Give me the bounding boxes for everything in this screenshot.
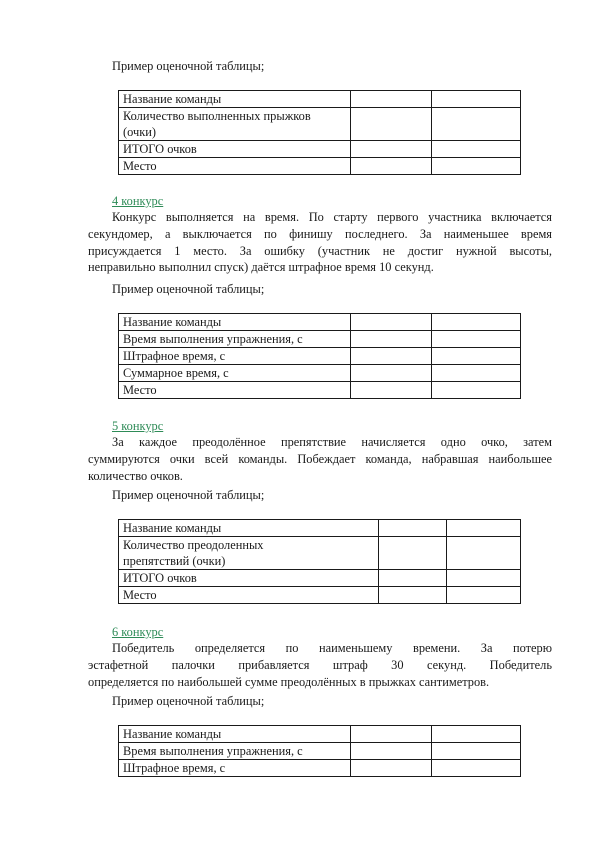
example-table-label: Пример оценочной таблицы; [112,488,265,502]
text-line: Конкурс выполняется на время. По старту первого участника включается [112,210,552,224]
table-cell-empty [379,520,447,537]
text-line: присуждается 1 место. За ошибку (участник не достиг нужной высоты, [88,243,552,258]
table-row [119,365,521,382]
table-row [119,570,521,587]
table-cell-empty [379,587,447,604]
score-table-6 [118,725,521,777]
table-cell-label: Время выполнения упражнения, с [119,331,351,348]
table-cell-empty [446,587,520,604]
table-row [119,91,521,108]
table-cell-empty [446,570,520,587]
table-cell-empty [432,382,521,399]
table-cell-label: Штрафное время, с [119,348,351,365]
table-row [119,520,521,537]
table-cell-label: Название команды [119,520,379,537]
table-cell-label: Место [119,382,351,399]
table-cell-empty [351,314,432,331]
contest-6-heading[interactable]: 6 конкурс [112,625,164,639]
table-row [119,348,521,365]
score-table-4 [118,313,521,399]
table-row [119,158,521,175]
table-cell-empty [379,570,447,587]
table-cell-empty [432,108,521,141]
table-cell-label: Суммарное время, с [119,365,351,382]
table-cell-empty [432,726,521,743]
text-line: эстафетной палочки прибавляется штраф 30 секунд. Победитель [88,657,552,672]
table-cell-empty [351,382,432,399]
contest-5-heading[interactable]: 5 конкурс [112,419,164,433]
table-cell-label: Название команды [119,91,351,108]
table-row [119,760,521,777]
table-row [119,141,521,158]
table-cell-empty [351,108,432,141]
table-cell-empty [351,365,432,382]
table-cell-label: Время выполнения упражнения, с [119,743,351,760]
table-cell-empty [351,331,432,348]
table-row [119,108,521,141]
table-row [119,382,521,399]
table-cell-label: ИТОГО очков [119,141,351,158]
text-line: определяется по наибольшей сумме преодолённых в прыжках сантиметров. [88,674,490,689]
text-line: суммируются очки всей команды. Побеждает команда, набравшая наибольшее [88,451,552,466]
text-line: секундомер, а выключается по финишу последнего. За наименьшее время [88,226,552,241]
table-cell-empty [446,520,520,537]
text-line: Победитель определяется по наименьшему времени. За потерю [112,641,552,655]
table-row [119,537,521,570]
table-cell-empty [432,158,521,175]
score-table-1 [118,90,521,175]
example-table-label: Пример оценочной таблицы; [112,59,265,73]
table-cell-empty [432,760,521,777]
example-table-label: Пример оценочной таблицы; [112,282,265,296]
text-line: неправильно выполнил спуск) даётся штрафное время 10 секунд. [88,260,434,275]
table-cell-empty [446,537,520,570]
table-cell-empty [432,743,521,760]
table-row [119,743,521,760]
table-row [119,314,521,331]
contest-6-description [88,640,552,690]
text-line: За каждое преодолённое препятствие начисляется одно очко, затем [112,435,552,449]
table-cell-label: Количество преодоленных препятствий (очки) [119,537,379,570]
table-row [119,726,521,743]
table-row [119,587,521,604]
table-cell-empty [432,348,521,365]
table-cell-label: Штрафное время, с [119,760,351,777]
table-cell-empty [351,760,432,777]
table-cell-empty [351,91,432,108]
table-cell-label: Название команды [119,314,351,331]
table-cell-empty [351,141,432,158]
table-cell-empty [351,743,432,760]
table-cell-empty [432,365,521,382]
score-table-5 [118,519,521,604]
table-cell-label: Место [119,587,379,604]
example-table-label: Пример оценочной таблицы; [112,694,265,708]
table-row [119,331,521,348]
table-cell-label: Название команды [119,726,351,743]
table-cell-empty [432,141,521,158]
table-cell-label: Количество выполненных прыжков (очки) [119,108,351,141]
table-cell-label: ИТОГО очков [119,570,379,587]
text-line: количество очков. [88,468,183,483]
table-cell-empty [432,314,521,331]
table-cell-empty [379,537,447,570]
contest-5-description [88,434,552,484]
table-cell-empty [432,91,521,108]
table-cell-empty [351,348,432,365]
contest-4-description [88,209,552,276]
table-cell-empty [351,726,432,743]
table-cell-label: Место [119,158,351,175]
table-cell-empty [351,158,432,175]
table-cell-empty [432,331,521,348]
contest-4-heading[interactable]: 4 конкурс [112,194,164,208]
